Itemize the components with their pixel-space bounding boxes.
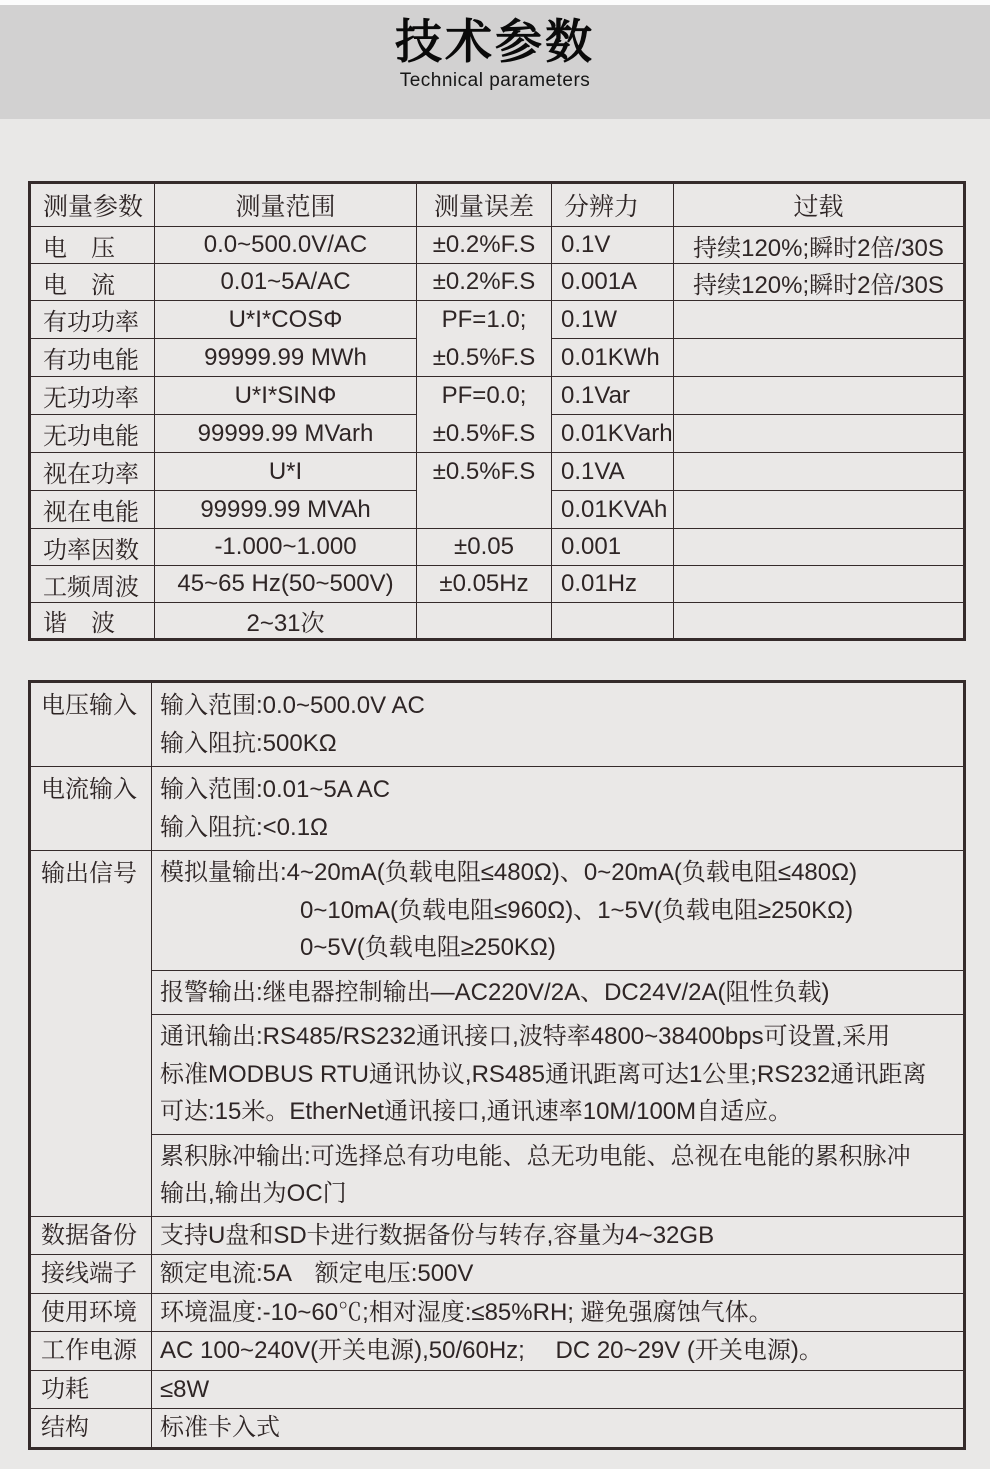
range-cell: 99999.99 MWh	[155, 339, 417, 377]
overload-cell	[674, 301, 965, 339]
param-cell: 电 流	[30, 264, 155, 301]
spec-row-power-consumption	[30, 1370, 965, 1409]
resolution-cell: 0.01KVAh	[552, 491, 674, 529]
spec-label: 电流输入	[30, 767, 152, 851]
spec-value	[152, 1293, 965, 1332]
error-line	[417, 491, 551, 529]
spec-value	[152, 851, 965, 1217]
col-header-resolution: 分辨力	[552, 183, 674, 227]
spec-row-environment	[30, 1293, 965, 1332]
param-cell: 功率因数	[30, 529, 155, 566]
error-cell-merged	[417, 377, 552, 453]
param-cell: 有功功率	[30, 301, 155, 339]
resolution-cell: 0.1V	[552, 227, 674, 264]
param-cell: 无功电能	[30, 415, 155, 453]
table-row-reactive-power	[30, 377, 965, 415]
spec-value-line: 标准卡入式	[160, 1414, 280, 1441]
spec-row-output-signal	[30, 851, 965, 1217]
overload-cell	[674, 566, 965, 603]
spec-value-line: 输入阻抗:500KΩ	[160, 729, 337, 757]
spec-value-line: AC 100~240V(开关电源),50/60Hz; DC 20~29V (开关电源)。	[160, 1337, 823, 1364]
spec-value-line: 累积脉冲输出:可选择总有功电能、总无功电能、总视在电能的累积脉冲	[160, 1142, 911, 1170]
spec-value-line: 输入阻抗:<0.1Ω	[160, 813, 328, 841]
spec-label: 输出信号	[30, 851, 152, 1217]
spec-row-terminals	[30, 1255, 965, 1294]
resolution-cell: 0.1Var	[552, 377, 674, 415]
overload-cell	[674, 415, 965, 453]
analog-output-section	[152, 851, 963, 970]
resolution-cell	[552, 603, 674, 640]
range-cell: U*I*COSΦ	[155, 301, 417, 339]
spec-value-line: 0~10mA(负载电阻≤960Ω)、1~5V(负载电阻≥250KΩ)	[300, 896, 854, 924]
overload-cell: 持续120%;瞬时2倍/30S	[674, 264, 965, 301]
resolution-cell: 0.01KWh	[552, 339, 674, 377]
spec-table	[28, 680, 966, 1450]
error-cell: ±0.05Hz	[417, 566, 552, 603]
communication-output-section	[152, 1014, 963, 1134]
spec-value-line: 环境温度:-10~60℃;相对湿度:≤85%RH; 避免强腐蚀气体。	[160, 1298, 773, 1326]
range-cell: 2~31次	[155, 603, 417, 640]
overload-cell	[674, 603, 965, 640]
spec-label: 工作电源	[30, 1332, 152, 1371]
spec-value-line: 报警输出:继电器控制输出—AC220V/2A、DC24V/2A(阻性负载)	[160, 978, 830, 1006]
error-line: PF=0.0;	[441, 382, 527, 409]
measurement-table	[28, 181, 966, 641]
page-subtitle: Technical parameters	[399, 70, 591, 91]
spec-value	[152, 767, 965, 851]
spec-value-line: ≤8W	[160, 1375, 210, 1403]
table-row-harmonics	[30, 603, 965, 640]
spec-value-line: 支持U盘和SD卡进行数据备份与转存,容量为4~32GB	[160, 1221, 715, 1249]
overload-cell	[674, 377, 965, 415]
spec-value-line: 0~5V(负载电阻≥250KΩ)	[300, 934, 556, 961]
range-cell: 0.01~5A/AC	[155, 264, 417, 301]
resolution-cell: 0.1VA	[552, 453, 674, 491]
range-cell: 0.0~500.0V/AC	[155, 227, 417, 264]
col-header-error: 测量误差	[417, 183, 552, 227]
spec-value-line: 输出,输出为OC门	[160, 1180, 347, 1207]
col-header-param: 测量参数	[30, 183, 155, 227]
spec-value	[152, 1216, 965, 1255]
error-cell: ±0.05	[417, 529, 552, 566]
col-header-overload: 过载	[674, 183, 965, 227]
spec-value	[152, 1370, 965, 1409]
param-cell: 有功电能	[30, 339, 155, 377]
overload-cell	[674, 491, 965, 529]
resolution-cell: 0.01Hz	[552, 566, 674, 603]
spec-value	[152, 1409, 965, 1449]
range-cell: 99999.99 MVAh	[155, 491, 417, 529]
spec-value	[152, 1255, 965, 1294]
error-line: ±0.5%F.S	[432, 419, 536, 447]
table-row-frequency	[30, 566, 965, 603]
resolution-cell: 0.001A	[552, 264, 674, 301]
table-row-power-factor	[30, 529, 965, 566]
range-cell: 45~65 Hz(50~500V)	[155, 566, 417, 603]
spec-row-voltage-input	[30, 682, 965, 767]
spec-label: 电压输入	[30, 682, 152, 767]
spec-label: 功耗	[30, 1370, 152, 1409]
spec-label: 使用环境	[30, 1293, 152, 1332]
spec-value-line: 输入范围:0.01~5A AC	[160, 776, 391, 803]
range-cell: 99999.99 MVarh	[155, 415, 417, 453]
table-row-voltage	[30, 227, 965, 264]
param-cell: 谐 波	[30, 603, 155, 640]
page-title: 技术参数	[395, 15, 595, 68]
resolution-cell: 0.1W	[552, 301, 674, 339]
range-cell: -1.000~1.000	[155, 529, 417, 566]
error-cell	[417, 603, 552, 640]
overload-cell	[674, 339, 965, 377]
error-line: ±0.5%F.S	[432, 458, 536, 485]
param-cell: 无功功率	[30, 377, 155, 415]
table-header-row	[30, 183, 965, 227]
overload-cell	[674, 453, 965, 491]
spec-value-line: 标准MODBUS RTU通讯协议,RS485通讯距离可达1公里;RS232通讯距离	[160, 1060, 927, 1088]
spec-row-current-input	[30, 767, 965, 851]
param-cell: 电 压	[30, 227, 155, 264]
spec-row-structure	[30, 1409, 965, 1449]
resolution-cell: 0.001	[552, 529, 674, 566]
spec-value	[152, 1332, 965, 1371]
error-line: ±0.5%F.S	[432, 343, 536, 371]
overload-cell: 持续120%;瞬时2倍/30S	[674, 227, 965, 264]
spec-label: 结构	[30, 1409, 152, 1449]
range-cell: U*I*SINΦ	[155, 377, 417, 415]
spec-value-line: 输入范围:0.0~500.0V AC	[160, 692, 425, 719]
table-row-apparent-power	[30, 453, 965, 491]
error-cell: ±0.2%F.S	[417, 264, 552, 301]
col-header-range: 测量范围	[155, 183, 417, 227]
spec-row-power-supply	[30, 1332, 965, 1371]
error-cell-merged	[417, 453, 552, 529]
resolution-cell: 0.01KVarh	[552, 415, 674, 453]
overload-cell	[674, 529, 965, 566]
range-cell: U*I	[155, 453, 417, 491]
spec-label: 数据备份	[30, 1216, 152, 1255]
alarm-output-section	[152, 970, 963, 1015]
table-row-active-power	[30, 301, 965, 339]
spec-value-line: 额定电流:5A 额定电压:500V	[160, 1260, 474, 1287]
param-cell: 视在功率	[30, 453, 155, 491]
header-band	[0, 5, 990, 119]
spec-label: 接线端子	[30, 1255, 152, 1294]
spec-value	[152, 682, 965, 767]
spec-value-line: 模拟量输出:4~20mA(负载电阻≤480Ω)、0~20mA(负载电阻≤480Ω)	[160, 859, 858, 886]
param-cell: 视在电能	[30, 491, 155, 529]
spec-value-line: 可达:15米。EtherNet通讯接口,通讯速率10M/100M自适应。	[160, 1098, 793, 1125]
pulse-output-section	[152, 1134, 963, 1216]
table-row-current	[30, 264, 965, 301]
param-cell: 工频周波	[30, 566, 155, 603]
spec-row-data-backup	[30, 1216, 965, 1255]
error-line: PF=1.0;	[441, 306, 527, 333]
error-cell: ±0.2%F.S	[417, 227, 552, 264]
error-cell-merged	[417, 301, 552, 377]
spec-value-line: 通讯输出:RS485/RS232通讯接口,波特率4800~38400bps可设置,采用	[160, 1023, 891, 1050]
